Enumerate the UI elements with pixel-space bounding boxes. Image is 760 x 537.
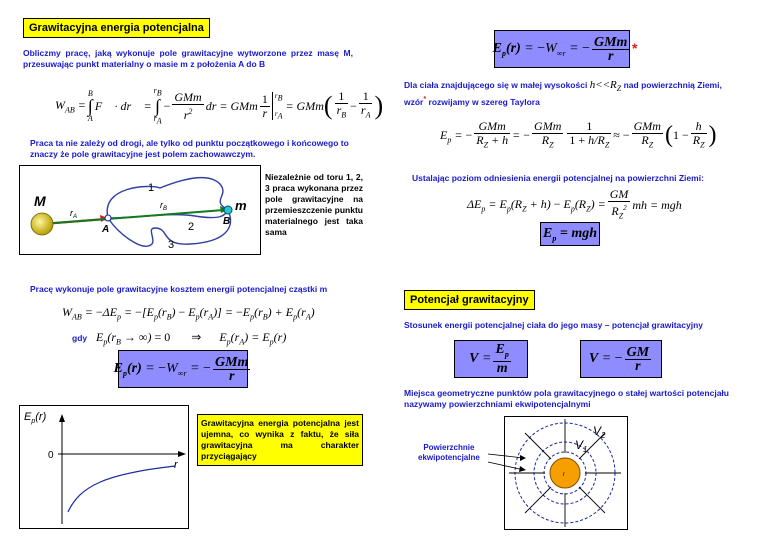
point-A bbox=[105, 215, 111, 221]
paths-diagram-box bbox=[19, 165, 261, 255]
label-path-1: 1 bbox=[148, 182, 155, 194]
center-r-label: r bbox=[563, 472, 565, 478]
label-V2: $V_2$ bbox=[593, 424, 606, 440]
label-B: B bbox=[223, 216, 231, 227]
energy-graph-box bbox=[19, 405, 189, 529]
infinity-condition-formula: $E_p(r_B$ → ∞) = 0 ⇒ $E_p(r_A) = E_p(r)$ bbox=[96, 330, 287, 347]
title-gravitational-potential: Potencjał grawitacyjny bbox=[404, 290, 535, 310]
label-V1: $V_1$ bbox=[575, 438, 588, 454]
label-pointer-arrows bbox=[480, 440, 530, 480]
delta-energy-formula: $\Delta E_p = E_p(R_Z + h) - E_p(R_Z)$ = $\frac{GM}{R_Z^2}$ mh = mgh bbox=[467, 187, 682, 221]
path-independence-text: Niezależnie od toru 1, 2, 3 praca wykonana przez pole grawitacyjne na przemieszczenie punktu materialnego jest taka sama bbox=[265, 172, 363, 237]
equipotential-definition-text: Miejsca geometryczne punktów pola grawitacyjnego o stałej wartości potencjału nazywamy powierzchniami ekwipotencjalnymi bbox=[404, 388, 729, 409]
potential-formula-box-1: V = $\frac{E_p}{m}$ bbox=[454, 340, 528, 378]
star-marker: * bbox=[632, 40, 638, 56]
graph-x-label: r bbox=[174, 459, 178, 471]
label-path-3: 3 bbox=[168, 239, 175, 251]
label-rB: $r_B$ bbox=[160, 200, 168, 212]
taylor-expansion-formula: $E_p$ = − $\frac{\text{GMm}}{R_Z + h}$ = − $\frac{\text{GMm}}{R_Z}$ $\frac{1}{1 + h/R_Z}$ ≈ − $\frac{\text{GMm}}{R_Z}$ ( 1 − $\frac{h}{R_Z}$ ) bbox=[440, 119, 717, 150]
equipotential-surfaces-label: Powierzchnie ekwipotencjalne bbox=[418, 443, 480, 462]
graph-y-arrow bbox=[59, 414, 65, 422]
reference-level-text: Ustalając poziom odniesienia energii potencjalnej na powierzchni Ziemi: bbox=[412, 173, 704, 183]
potential-definition-text: Stosunek energii potencjalnej ciała do jego masy – potencjał grawitacyjny bbox=[404, 320, 704, 330]
label-A: A bbox=[102, 224, 110, 235]
planet-mass bbox=[550, 458, 580, 488]
mgh-formula-box: $E_p$ = mgh bbox=[540, 222, 600, 246]
label-path-2: 2 bbox=[188, 221, 195, 233]
point-B-mass-m bbox=[224, 206, 232, 214]
negative-energy-note: Grawitacyjna energia potencjalna jest ujemna, co wynika z faktu, że siła grawitacyjna ma charakter przyciągający bbox=[197, 414, 363, 466]
mass-M-sphere bbox=[31, 213, 53, 235]
potential-formula-box-2: V = − $\frac{GM}{r}$ bbox=[580, 340, 662, 378]
potential-energy-formula-box-right: $E_p(r) = -W_{\infty r}$ = − $\frac{\text{GMm}}{r}$ bbox=[494, 30, 630, 68]
work-energy-text: Pracę wykonuje pole grawitacyjne kosztem energii potencjalnej cząstki m bbox=[30, 284, 328, 294]
label-M: M bbox=[34, 193, 46, 209]
work-energy-formula: $W_{AB} = -\Delta E_p = -[E_p(r_B) - E_p(r_A)] = -E_p(r_B) + E_p(r_A)$ bbox=[62, 305, 315, 322]
intro-text: Obliczmy pracę, jaką wykonuje pole grawitacyjne wytworzone przez masę M, przesuwając punkt materialny o masie m z położenia A do B bbox=[23, 48, 353, 69]
conservative-field-text: Praca ta nie zależy od drogi, ale tylko od punktu początkowego i końcowego to znaczy że pole grawitacyjne jest polem zachowawczym. bbox=[30, 138, 349, 159]
graph-y-label: $E_p(r)$ bbox=[24, 411, 47, 425]
graph-zero-label: 0 bbox=[48, 450, 54, 461]
graph-x-arrow bbox=[178, 451, 186, 457]
label-m: m bbox=[235, 198, 247, 213]
taylor-text: Dla ciała znajdującego się w małej wysokości $h<<R_Z$ nad powierzchnią Ziemi, wzór* rozwijamy w szereg Taylora bbox=[404, 79, 722, 108]
potential-energy-formula-box: $E_p(r) = -W_{\infty r}$ = − $\frac{\text{GMm}}{r}$ bbox=[118, 350, 248, 388]
title-gravitational-potential-energy: Grawitacyjna energia potencjalna bbox=[23, 18, 210, 38]
energy-graph bbox=[20, 406, 188, 528]
label-rA: $r_A$ bbox=[70, 208, 78, 220]
gdy-label: gdy bbox=[72, 333, 88, 343]
energy-curve bbox=[68, 466, 175, 512]
paths-diagram bbox=[20, 166, 260, 254]
work-integral-formula: $W_{AB}$ = B ∫ A F⃗ · dr⃗ = $r_B$ ∫ $r_A$ − $\frac{\text{GMm}}{r^2}$ dr = GMm $\frac{1}{r}$ $r_B$ $r_A$ = GMm ( $\frac{1}{r_B}$ − $\frac{1}{r_A}$ ) bbox=[55, 86, 384, 126]
